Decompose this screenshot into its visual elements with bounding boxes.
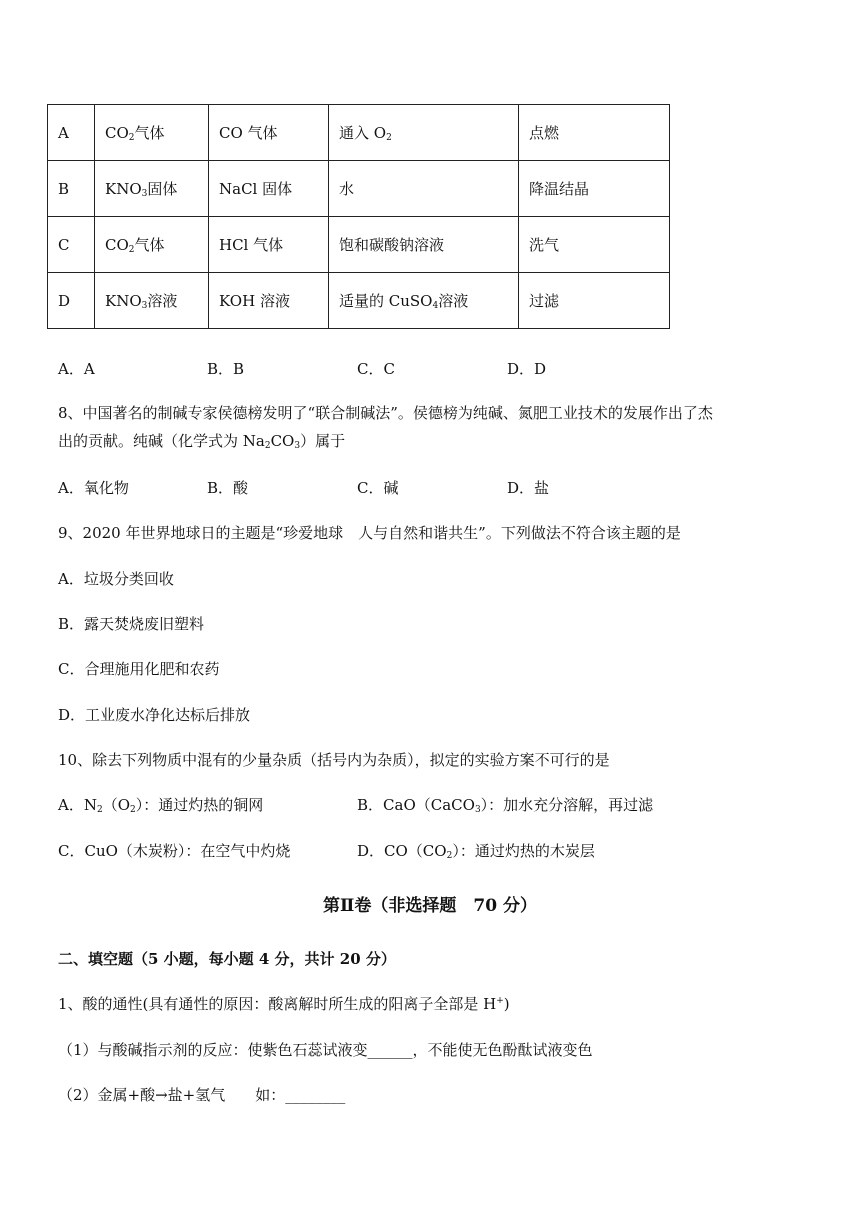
table-cell-col1: $CO_2$气体 [95,105,209,161]
options-table [47,104,670,329]
q9-text: 9、2020 年世界地球日的主题是“珍爱地球 人与自然和谐共生”。下列做法不符合该主题的是 [58,524,681,542]
q7-choice-a: A．A [58,360,95,378]
table-cell-col3: 适量的 CuSO$_4$溶液 [329,273,519,329]
table-cell-method: 过滤 [519,273,670,329]
q7-choice-b: B．B [207,360,245,378]
q8-text-line1: 8、中国著名的制碱专家侯德榜发明了“联合制碱法”。侯德榜为纯碱、氮肥工业技术的发展作出了杰 [58,404,713,422]
table-cell-col2: KOH 溶液 [209,273,329,329]
table-cell-col2: CO 气体 [209,105,329,161]
q8-choice-d: D．盐 [507,479,550,497]
option-id-cell: C [48,217,95,273]
table-cell-col1: $KNO_3$固体 [95,161,209,217]
table-cell-method: 洗气 [519,217,670,273]
q9-choice-b: B．露天焚烧废旧塑料 [58,615,205,633]
q10-choice-d: D．$CO(CO_2)$：通过灼热的木炭层 [357,842,595,861]
option-id-cell: A [48,105,95,161]
table-row [48,105,670,161]
table-cell-col1: $CO_2$气体 [95,217,209,273]
q10-text: 10、除去下列物质中混有的少量杂质（括号内为杂质），拟定的实验方案不可行的是 [58,751,610,769]
table-cell-col3: 通入 $O_2$ [329,105,519,161]
q7-choice-d: D．D [507,360,547,378]
q8-choice-b: B．酸 [207,479,249,497]
q7-choice-c: C．C [357,360,395,378]
q8-text-line2: 出的贡献。纯碱（化学式为 $Na_2CO_3$）属于 [58,432,346,451]
table-cell-col2: HCl 气体 [209,217,329,273]
table-cell-col3: 饱和碳酸钠溶液 [329,217,519,273]
table-cell-method: 点燃 [519,105,670,161]
fill1-item2: （2）金属+酸→盐+氢气 如：________ [58,1086,346,1104]
fill1-text: 1、酸的通性(具有通性的原因：酸离解时所生成的阳离子全部是 H+) [58,995,510,1013]
table-cell-method: 降温结晶 [519,161,670,217]
section-title: 第Ⅱ卷（非选择题 70 分） [323,896,537,916]
q9-choice-d: D．工业废水净化达标后排放 [58,706,251,724]
table-cell-col2: NaCl 固体 [209,161,329,217]
table-row [48,161,670,217]
table-row [48,217,670,273]
table-cell-col1: $KNO_3$溶液 [95,273,209,329]
q10-choice-c: C．CuO（木炭粉）：在空气中灼烧 [58,842,291,860]
q10-choice-b: B．CaO（CaCO$_3$）：加水充分溶解，再过滤 [357,796,654,815]
q9-choice-a: A．垃圾分类回收 [58,570,174,588]
option-id-cell: B [48,161,95,217]
table-row [48,273,670,329]
section-subtitle: 二、填空题（5 小题，每小题 4 分，共计 20 分） [58,950,396,968]
option-id-cell: D [48,273,95,329]
table-cell-col3: 水 [329,161,519,217]
q8-choice-c: C．碱 [357,479,399,497]
fill1-item1: （1）与酸碱指示剂的反应：使紫色石蕊试液变______，不能使无色酚酞试液变色 [58,1041,593,1059]
q8-choice-a: A．氧化物 [58,479,129,497]
q9-choice-c: C．合理施用化肥和农药 [58,660,220,678]
q10-choice-a: A．$N_2(O_2)$：通过灼热的铜网 [58,796,264,815]
